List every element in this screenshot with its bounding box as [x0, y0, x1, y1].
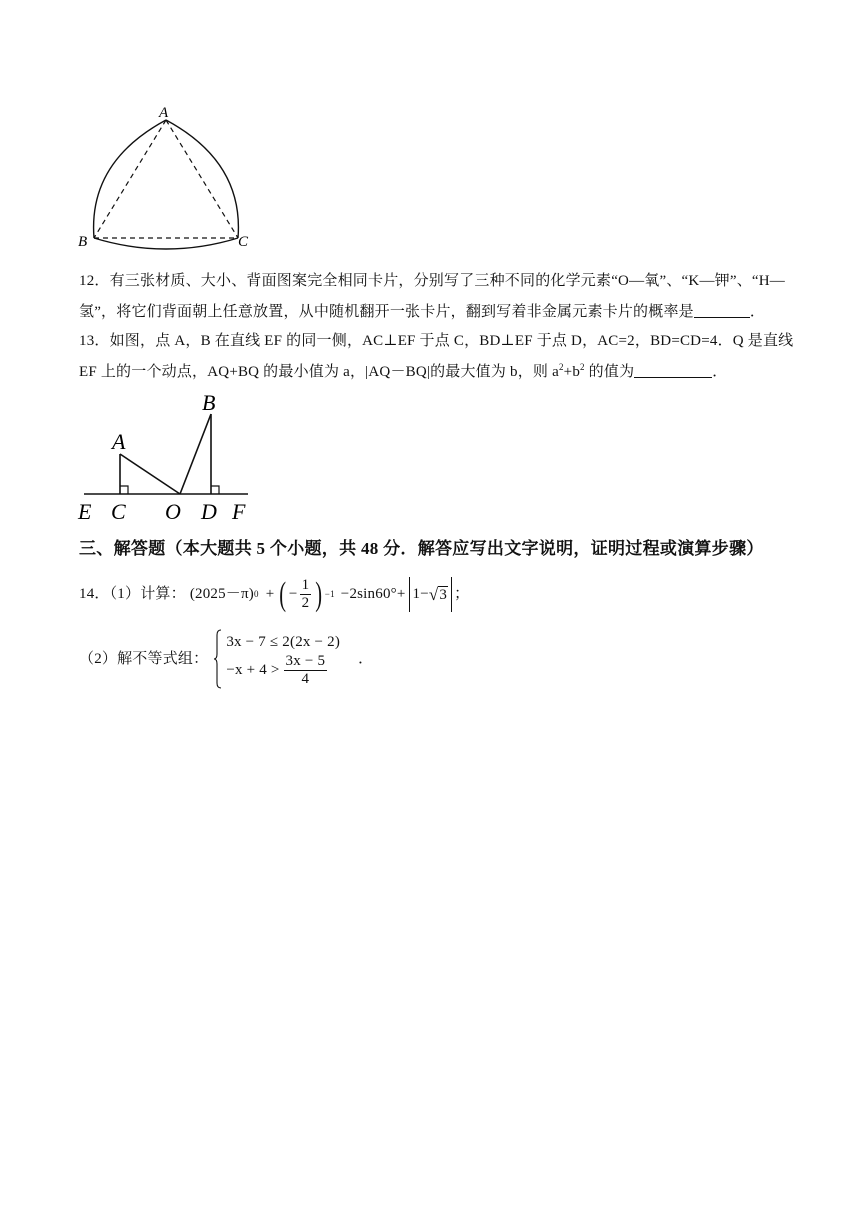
- section-3-heading: 三、解答题（本大题共 5 个小题，共 48 分．解答应写出文字说明，证明过程或演算步骤）: [79, 539, 764, 558]
- q14-abs-one: 1−: [412, 585, 429, 602]
- q14-part1-end: ；: [454, 585, 470, 602]
- label-o: O: [165, 499, 181, 524]
- figure-line-ef: [76, 390, 266, 525]
- inequality-2-den: 4: [301, 670, 310, 687]
- figure-reuleaux-triangle: [70, 100, 270, 260]
- q13-end: ．: [712, 364, 728, 380]
- q14-part1-label: 14．（1）计算：: [79, 585, 186, 602]
- q12-line-2-text: 氢”，将它们背面朝上任意放置，从中随机翻开一张卡片，翻到写着非金属元素卡片的概率是: [79, 304, 694, 320]
- q14-minus: −: [288, 585, 298, 602]
- q13-plus: +b: [563, 364, 581, 380]
- inequality-brace: [214, 629, 222, 689]
- q14-expression: (2025－π) 0 + ( − $\frac{1}{2}$ ) −1 −2sin60°+ 1− √ 3: [190, 577, 452, 612]
- inequality-2: [226, 653, 340, 688]
- inequality-2-left: −x + 4 >: [226, 662, 280, 678]
- q12-line-1: 12．有三张材质、大小、背面图案完全相同卡片，分别写了三种不同的化学元素“O—氧”、“K—钾”、“H—: [79, 273, 785, 289]
- triangle-dashed-sides: [94, 120, 238, 238]
- segment-bo: [180, 414, 211, 494]
- label-f: F: [232, 499, 246, 524]
- q14-part2-end: ．: [358, 650, 374, 667]
- inequality-2-fraction: [284, 653, 328, 688]
- label-c: C: [111, 499, 126, 524]
- label-a: A: [112, 429, 126, 454]
- q13-sup-1: 2: [558, 362, 564, 372]
- q13-answer-blank: [634, 362, 712, 378]
- arc-bc: [94, 238, 238, 249]
- q14-fraction: [300, 577, 312, 612]
- q14-sqrt: [429, 586, 448, 603]
- question-13: [79, 326, 799, 388]
- q14-part2-label: （2）解不等式组：: [79, 650, 209, 667]
- question-14-part-1: [79, 568, 469, 620]
- q14-plus: +: [265, 585, 275, 602]
- q14-abs: [409, 577, 453, 612]
- radical-sign: √: [428, 584, 439, 604]
- q13-sup-2: 2: [580, 362, 585, 372]
- question-14-part-2: [79, 626, 373, 692]
- label-e: E: [78, 499, 92, 524]
- inequality-system: [226, 631, 340, 688]
- q13-line-2: [79, 357, 799, 388]
- segment-ao: [120, 454, 180, 494]
- q13-line-2-pre: EF 上的一个动点，AQ+BQ 的最小值为 a，|AQ－BQ|的最大值为 b，则 a: [79, 364, 559, 380]
- q14-sqrt-value: 3: [439, 586, 448, 603]
- label-a: A: [159, 105, 169, 121]
- q12-line-2: [79, 297, 799, 328]
- label-b: B: [202, 390, 216, 415]
- label-d: D: [201, 499, 217, 524]
- q13-line-2-post: 的值为: [584, 364, 635, 380]
- label-c: C: [238, 234, 249, 250]
- q14-frac-den: 2: [301, 594, 310, 611]
- q14-base: (2025－π): [189, 585, 254, 602]
- inequality-1: 3x − 7 ≤ 2(2x − 2): [226, 633, 341, 650]
- question-12: [79, 266, 799, 328]
- q14-frac-num: 1: [301, 576, 310, 593]
- q14-sin-term: −2sin60°+: [340, 585, 406, 602]
- inequality-2-num: 3x − 5: [285, 652, 326, 669]
- label-b: B: [78, 234, 88, 250]
- q14-paren-close: ): [315, 575, 323, 613]
- q12-end: ．: [749, 304, 766, 320]
- q14-paren-open: (: [279, 575, 287, 613]
- q12-answer-blank: [694, 302, 750, 318]
- q13-line-1: 13．如图，点 A，B 在直线 EF 的同一侧，AC⊥EF 于点 C，BD⊥EF 于点 D，AC=2，BD=CD=4．Q 是直线: [79, 333, 794, 349]
- brace-icon: [214, 629, 222, 689]
- triangle-arcs: [94, 120, 239, 249]
